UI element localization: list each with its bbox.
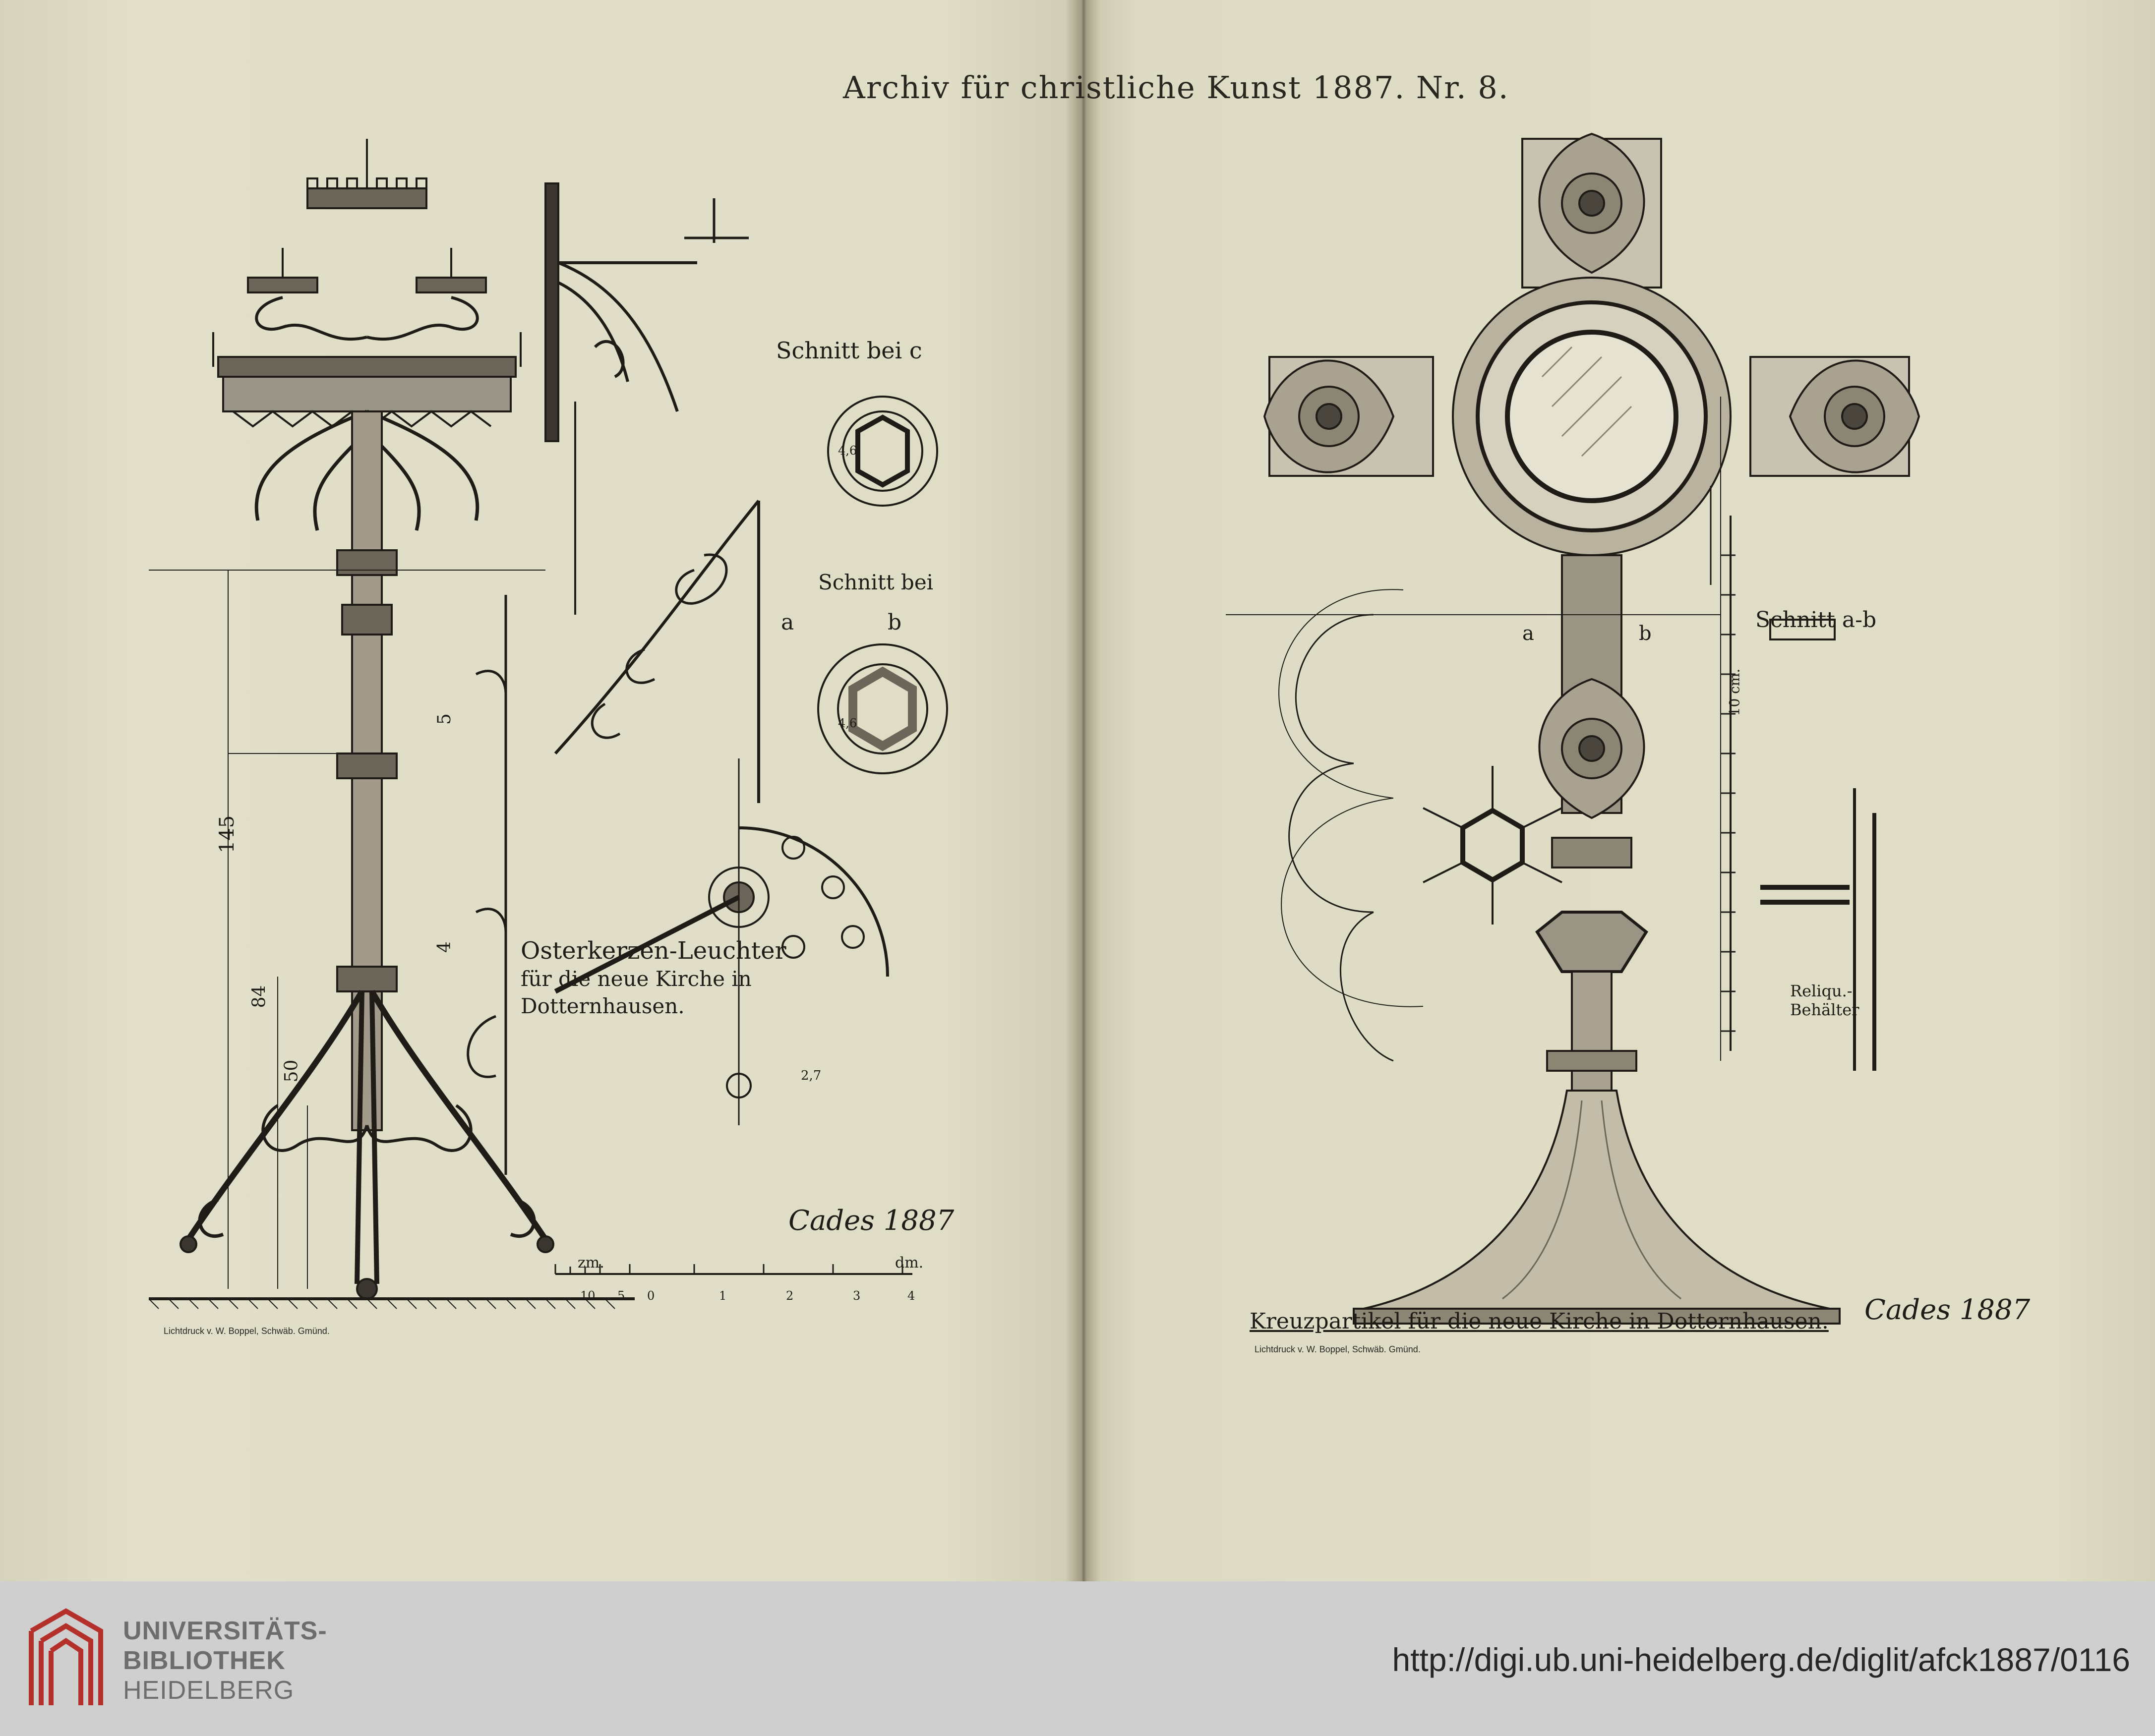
- scale-tick-2: 2: [786, 1289, 794, 1303]
- dimension-50: 50: [281, 1059, 302, 1083]
- cm-scale-label: 10 cm.: [1726, 668, 1743, 716]
- reliquary-cross-drawing: [1225, 119, 2068, 1329]
- scale-right-unit: dm.: [895, 1254, 924, 1272]
- left-credit: Lichtdruck v. W. Boppel, Schwäb. Gmünd.: [164, 1326, 330, 1336]
- scale-tick-4: 4: [907, 1289, 915, 1303]
- candlestick-title-line3: Dotternhausen.: [521, 994, 685, 1018]
- institution-line3: HEIDELBERG: [123, 1676, 295, 1705]
- heidelberg-library-logo-icon[interactable]: [24, 1601, 108, 1715]
- plan-dimension: 2,7: [801, 1068, 822, 1083]
- section-b-marker-right: b: [1639, 622, 1652, 645]
- candlestick-drawing: [149, 134, 955, 1314]
- section-b-marker: b: [888, 610, 902, 635]
- running-title: Archiv für christliche Kunst 1887. Nr. 8.: [843, 69, 1509, 106]
- dimension-84: 84: [249, 985, 270, 1008]
- reliquary-title: Kreuzpartikel für die neue Kirche in Dotternhausen.: [1250, 1309, 1829, 1334]
- section-ab-title: Schnitt a-b: [1755, 607, 1877, 633]
- reliquary-label: Reliqu.-Behälter: [1790, 982, 1859, 1020]
- right-credit: Lichtdruck v. W. Boppel, Schwäb. Gmünd.: [1255, 1344, 1421, 1354]
- dimension-145: 145: [216, 815, 239, 854]
- footer-bar: [0, 1581, 2155, 1736]
- section-a-marker-right: a: [1522, 622, 1534, 645]
- candlestick-title-line1: Osterkerzen-Leuchter: [521, 937, 786, 965]
- scale-tick-1: 1: [719, 1289, 727, 1303]
- scale-tick-10: 10: [580, 1289, 596, 1303]
- institution-line2: BIBLIOTHEK: [123, 1646, 286, 1675]
- section-c-label: Schnitt bei c: [776, 337, 922, 364]
- candlestick-title-line2: für die neue Kirche in: [521, 967, 752, 991]
- book-gutter: [1066, 0, 1101, 1581]
- hex-dimension-c: 4,6: [838, 444, 857, 458]
- dimension-4: 4: [434, 941, 455, 953]
- section-a-marker: a: [781, 610, 794, 635]
- section-ab-label: Schnitt bei: [818, 570, 934, 594]
- scale-tick-3: 3: [853, 1289, 861, 1303]
- hex-dimension-ab: 4,6: [838, 716, 857, 730]
- institution-line1: UNIVERSITÄTS-: [123, 1617, 327, 1645]
- right-signature: Cades 1887: [1864, 1294, 2031, 1326]
- scale-tick-0: 0: [647, 1289, 655, 1303]
- left-signature: Cades 1887: [788, 1205, 955, 1237]
- dimension-5: 5: [434, 713, 455, 725]
- permalink-url[interactable]: http://digi.ub.uni-heidelberg.de/diglit/afck1887/0116: [1392, 1641, 2130, 1678]
- scale-tick-5: 5: [617, 1289, 625, 1303]
- scale-left-unit: zm.: [578, 1254, 604, 1272]
